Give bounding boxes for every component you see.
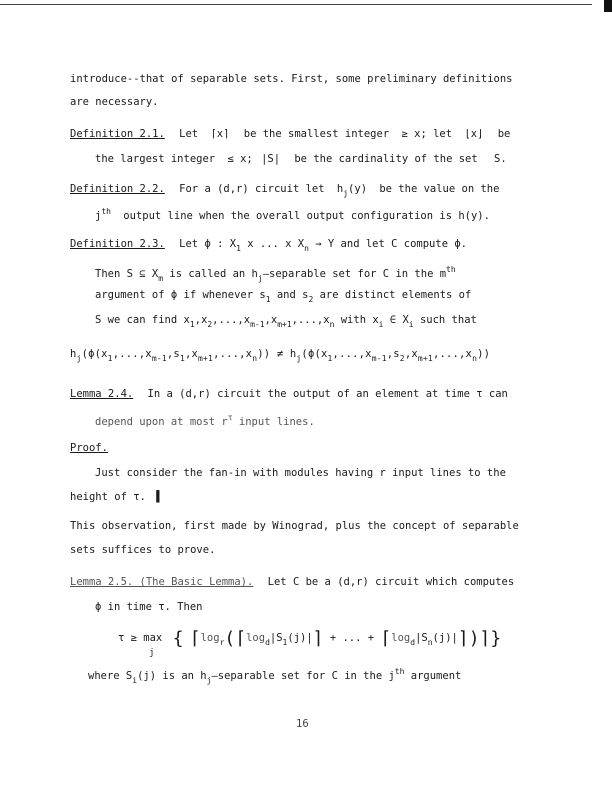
definition-2-3-label: Definition 2.3. <box>70 238 165 250</box>
definition-2-2-line-2: $j^{th}$ output line when the overall output configuration is h(y). <box>95 207 490 222</box>
proof-line-1: Just consider the fan-in with modules having r input lines to the <box>95 467 506 479</box>
basic-lemma-formula: τ ≥ max { $⌈\log_r(⌈\log_d|S_1(j)|⌉$ + ... + $⌈\log_d|S_n(j)|⌉)⌉$} <box>118 628 502 649</box>
definition-2-1-line-2: the largest integer ≤ x; |S| be the cardinality of the set S. <box>95 153 507 165</box>
proof-line-2: height of τ. ▌ <box>70 491 163 503</box>
definition-2-3-line-1: Definition 2.3. Let ϕ : $X_1$ x ... x $X_n \to Y$ and let C compute ϕ. <box>70 238 467 253</box>
observation-line-1: This observation, first made by Winograd, plus the concept of separable <box>70 520 519 532</box>
definition-2-1-line-1: Definition 2.1. Let ⌈x⌉ be the smallest integer ≥ x; let ⌊x⌋ be <box>70 128 511 140</box>
page-number: 16 <box>296 718 309 730</box>
separability-formula: $h_j(\phi(x_1,...,x_{m-1},s_1,x_{m+1},...,x_n)) \ne h_j(\phi(x_1,...,x_{m-1},s_2,x_{m+1},...,x_n))$ <box>70 348 491 363</box>
lemma-2-4-line-2: depend upon at most $r^\tau$ input lines. <box>95 413 315 428</box>
lemma-2-4-label: Lemma 2.4. <box>70 388 134 400</box>
intro-line-2: are necessary. <box>70 96 159 108</box>
definition-2-2-label: Definition 2.2. <box>70 183 165 195</box>
definition-2-1-label: Definition 2.1. <box>70 128 165 140</box>
definition-2-3-line-3: argument of ϕ if whenever $s_1$ and $s_2$ are distinct elements of <box>95 289 472 304</box>
observation-line-2: sets suffices to prove. <box>70 544 216 556</box>
lemma-2-5-line-1: Lemma 2.5. (The Basic Lemma). Let C be a (d,r) circuit which computes <box>70 576 515 588</box>
max-index-j: j <box>149 648 155 658</box>
lemma-2-5-line-2: ϕ in time τ. Then <box>95 601 203 613</box>
definition-2-2-line-1: Definition 2.2. For a (d,r) circuit let $h_j(y)$ be the value on the <box>70 183 500 198</box>
corner-mark <box>604 0 612 12</box>
intro-line-1: introduce--that of separable sets. First, some preliminary definitions <box>70 73 513 85</box>
lemma-2-4-line-1: Lemma 2.4. In a (d,r) circuit the output of an element at time τ can <box>70 388 508 400</box>
where-line: where $S_i(j)$ is an $h_j—separable$ set for C in the $j^{th}$ argument <box>88 667 462 685</box>
definition-2-3-line-4: S we can find $x_1,x_2,...,x_{m-1},x_{m+1},...,x_n$ with $x_i$ ∈ $X_i$ such that <box>95 314 477 329</box>
qed-mark: ▌ <box>156 491 163 503</box>
proof-label: Proof. <box>70 442 108 454</box>
definition-2-3-line-2: Then S ⊆ $X_m$ is called an $h_j—separable$ set for C in the $m^{th}$ <box>95 265 456 283</box>
lemma-2-5-label: Lemma 2.5. (The Basic Lemma). <box>70 576 254 588</box>
top-rule <box>0 4 592 5</box>
